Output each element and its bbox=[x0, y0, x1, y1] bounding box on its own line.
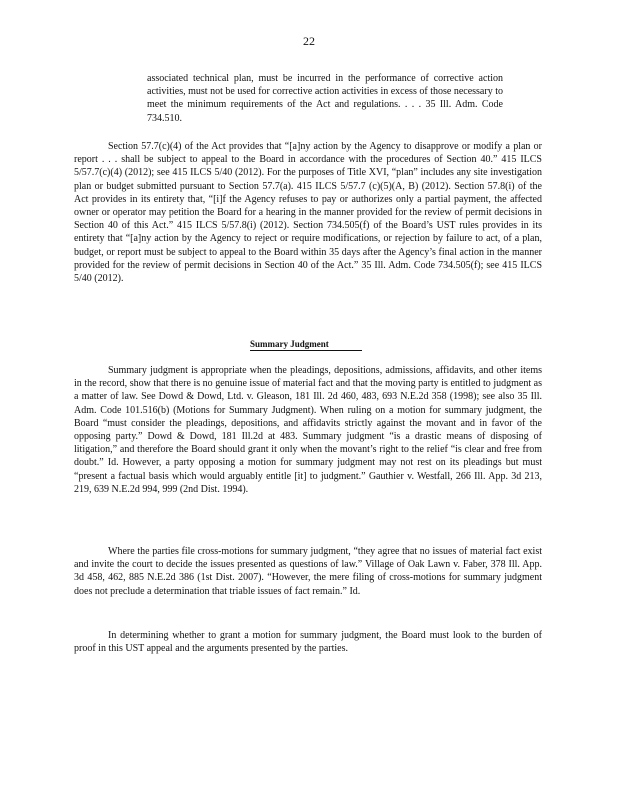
paragraph-summary-judgment-standard: Summary judgment is appropriate when the pleadings, depositions, admissions, affidavits, and other items in the record, show that there is no genuine issue of material fact and that the moving party is entitled to judgment as a matter of law. See Dowd & Dowd, Ltd. v. Gleason, 181 Ill. 2d 460, 483, 693 N.E.2d 358 (1998); see also 35 Ill. Adm. Code 101.516(b) (Motions for Summary Judgment). When ruling on a motion for summary judgment, the Board “must consider the pleadings, depositions, and affidavits strictly against the movant and in favor of the opposing party.” Dowd & Dowd, 181 Ill.2d at 483. Summary judgment “is a drastic means of disposing of litigation,” and therefore the Board should grant it only when the movant’s right to the relief “is clear and free from doubt.” Id. However, a party opposing a motion for summary judgment may not rest on its pleadings but must “present a factual basis which would arguably entitle [it] to judgment.” Gauthier v. Westfall, 266 Ill. App. 3d 213, 219, 639 N.E.2d 994, 999 (2nd Dist. 1994). bbox=[74, 365, 542, 495]
section-heading-summary-judgment: Summary Judgment bbox=[250, 339, 362, 351]
block-quote: associated technical plan, must be incurred in the performance of corrective action activities, must not be used for corrective action activities in excess of those necessary to meet the minimum requirements of the Act and regulations. . . . 35 Ill. Adm. Code 734.510. bbox=[147, 73, 503, 124]
page-number: 22 bbox=[303, 34, 315, 48]
paragraph-appeal-provisions: Section 57.7(c)(4) of the Act provides that “[a]ny action by the Agency to disapprove or modify a plan or report . . . shall be subject to appeal to the Board in accordance with the procedures of Section 40.” 415 ILCS 5/57.7(c)(4) (2012); see 415 ILCS 5/40 (2012). For the purposes of Title XVI, “plan” includes any site investigation plan or budget submitted pursuant to Section 57.7(a). 415 ILCS 5/57.7 (c)(5)(A, B) (2012). Section 57.8(i) of the Act provides in its entirety that, “[i]f the Agency refuses to pay or authorizes only a partial payment, the affected owner or operator may petition the Board for a hearing in the manner provided for the review of permit decisions in Section 40 of this Act.” 415 ILCS 5/57.8(i) (2012). Section 734.505(f) of the Board’s UST rules provides in its entirety that “[a]ny action by the Agency to reject or require modifications, or rejection by failure to act, of a plan, budget, or report must be subject to appeal to the Board within 35 days after the Agency’s final action in the manner provided for the review of permit decisions in Section 40 of the Act.” 35 Ill. Adm. Code 734.505(f); see 415 ILCS 5/40 (2012). bbox=[74, 141, 542, 285]
paragraph-burden-of-proof: In determining whether to grant a motion for summary judgment, the Board must look to the burden of proof in this UST appeal and the arguments presented by the parties. bbox=[74, 630, 542, 655]
paragraph-cross-motions: Where the parties file cross-motions for summary judgment, “they agree that no issues of material fact exist and invite the court to decide the issues presented as questions of law.” Village of Oak Lawn v. Faber, 378 Ill. App. 3d 458, 462, 885 N.E.2d 386 (1st Dist. 2007). “However, the mere filing of cross-motions for summary judgment does not preclude a determination that triable issues of fact remain.” Id. bbox=[74, 546, 542, 597]
